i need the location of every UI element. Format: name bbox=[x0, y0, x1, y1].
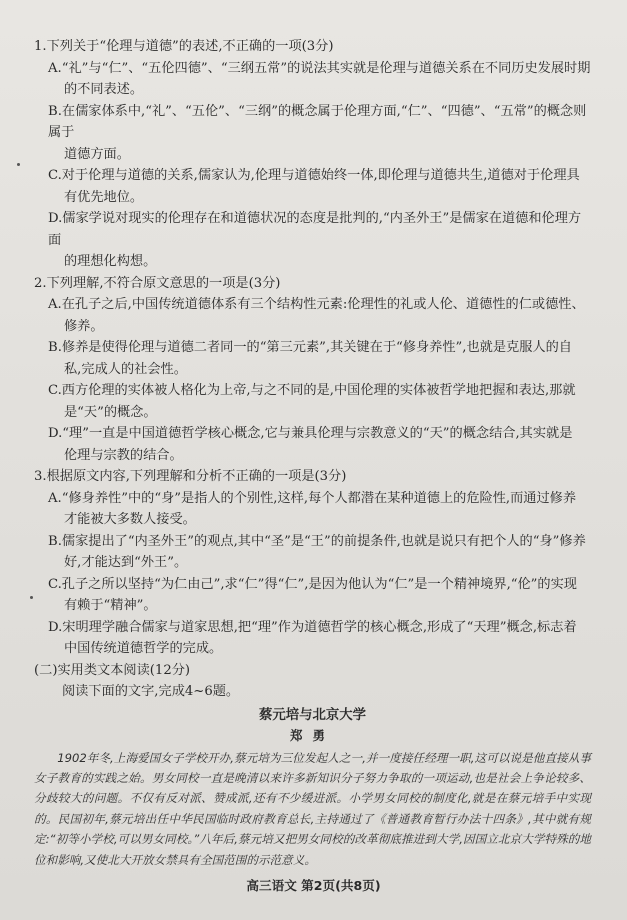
question-1-option-d: D.儒家学说对现实的伦理存在和道德状况的态度是批判的,“内圣外王”是儒家在道德和伦理方面 的理想化构想。 bbox=[48, 211, 582, 269]
question-2-option-c: C.西方伦理的实体被人格化为上帝,与之不同的是,中国伦理的实体被哲学地把握和表达,那就 是“天”的概念。 bbox=[48, 383, 576, 420]
question-3-option-d: D.宋明理学融合儒家与道家思想,把“理”作为道德哲学的核心概念,形成了“天理”概念,标志着 中国传统道德哲学的完成。 bbox=[48, 619, 577, 656]
question-3-option-a: A.“修身养性”中的“身”是指人的个别性,这样,每个人都潜在某种道德上的危险性,而通过修养 才能被大多数人接受。 bbox=[48, 490, 577, 527]
question-1-option-a: A.“礼”与“仁”、“五伦四德”、“三纲五常”的说法其实就是伦理与道德关系在不同历史发展时期 的不同表述。 bbox=[48, 60, 591, 97]
article-title: 蔡元培与北京大学 bbox=[258, 707, 367, 723]
question-2-option-d: D.“理”一直是中国道德哲学核心概念,它与兼具伦理与宗教意义的“天”的概念结合,其实就是 伦理与宗教的结合。 bbox=[48, 426, 573, 463]
article-body: 1902年冬,上海爱国女子学校开办,蔡元培为三位发起人之一,并一度接任经理一职,这可以说是他直接从事女子教育的实践之始。男女同校一直是晚清以来许多新知识分子努力争取的一项运动,也是社会上争论较多、分歧较大的问题。不仅有反对派、赞成派,还有不少缓进派。小学男女同校的制度化,就是在蔡元培手中实现的。民国初年,蔡元培出任中华民国临时政府教育总长,主持通过了《普通教育暂行办法十四条》,其中就有规定:“初等小学校,可以男女同校。”八年后,蔡元培又把男女同校的改革彻底推进到大学,因国立北京大学特殊的地位和影响,又使北大开放女禁具有全国范围的示范意义。 bbox=[34, 750, 591, 867]
question-1 bbox=[34, 36, 591, 273]
article-author: 郑勇 bbox=[289, 727, 335, 743]
question-2-option-a: A.在孔子之后,中国传统道德体系有三个结构性元素:伦理性的礼或人伦、道德性的仁或德性、 修养。 bbox=[48, 297, 585, 334]
question-3-stem: 3.根据原文内容,下列理解和分析不正确的一项是(3分) bbox=[34, 469, 347, 484]
question-1-option-b: B.在儒家体系中,“礼”、“五伦”、“三纲”的概念属于伦理方面,“仁”、“四德”、“五常”的概念则属于 道德方面。 bbox=[48, 103, 587, 162]
question-3 bbox=[34, 466, 591, 660]
question-2-stem: 2.下列理解,不符合原文意思的一项是(3分) bbox=[34, 275, 281, 291]
question-3-option-c: C.孔子之所以坚持“为仁由己”,求“仁”得“仁”,是因为他认为“仁”是一个精神境界,“伦”的实现 有赖于“精神”。 bbox=[48, 576, 577, 613]
question-3-option-b: B.儒家提出了“内圣外王”的观点,其中“圣”是“王”的前提条件,也就是说只有把个人的“身”修养 好,才能达到“外王”。 bbox=[48, 533, 586, 570]
paper-speck bbox=[17, 163, 20, 166]
paper-speck bbox=[30, 596, 33, 599]
page-footer: 高三语文 第2页(共8页) bbox=[246, 878, 381, 893]
question-2-option-b: B.修养是使得伦理与道德二者同一的“第三元素”,其关键在于“修身养性”,也就是克服人的自 私,完成人的社会性。 bbox=[48, 340, 572, 377]
section-heading: (二)实用类文本阅读(12分) bbox=[34, 662, 191, 678]
question-1-stem: 1.下列关于“伦理与道德”的表述,不正确的一项(3分) bbox=[34, 39, 334, 54]
section-instruction: 阅读下面的文字,完成4~6题。 bbox=[62, 684, 240, 699]
question-1-option-c: C.对于伦理与道德的关系,儒家认为,伦理与道德始终一体,即伦理与道德共生,道德对于伦理具 有优先地位。 bbox=[48, 168, 580, 205]
question-2 bbox=[34, 273, 591, 467]
